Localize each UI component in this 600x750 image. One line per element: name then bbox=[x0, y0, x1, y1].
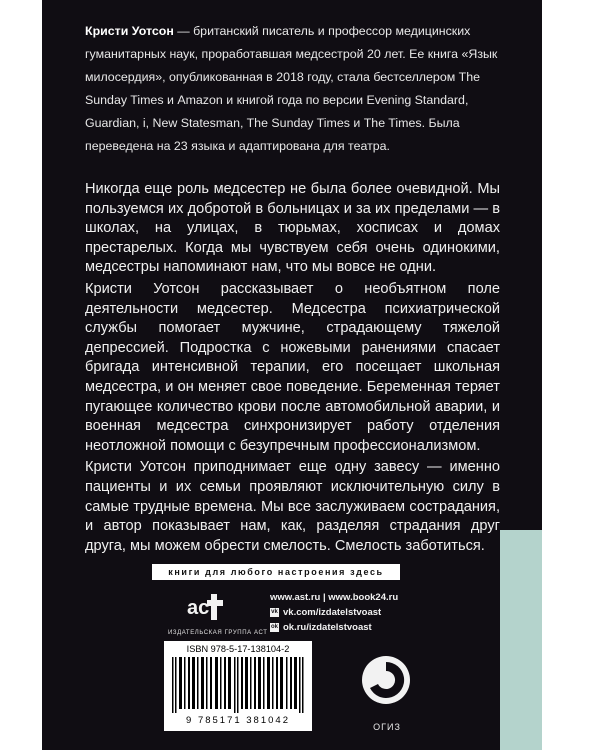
book-description bbox=[85, 180, 500, 558]
vk-link-text: vk.com/izdatelstvoast bbox=[283, 607, 382, 618]
author-bio bbox=[85, 20, 505, 158]
author-name: Кристи Уотсон bbox=[85, 24, 174, 38]
accent-stripe bbox=[500, 530, 542, 750]
barcode-panel bbox=[164, 641, 312, 731]
barcode-digits: 9 785171 381042 bbox=[186, 715, 290, 726]
description-paragraph: Никогда еще роль медсестер не была более очевидной. Мы пользуемся их добротой в больницах и за их пределами — в школах, на улицах, в тюрьмах, хосписах и домах престарелых. Когда мы чувствуем себя очень одинокими, медсестры напоминают нам, что мы вовсе не одни. bbox=[85, 181, 500, 276]
ok-icon: ok bbox=[270, 624, 278, 630]
ogiz-logo bbox=[356, 648, 416, 728]
publisher-links bbox=[270, 590, 420, 635]
slogan-banner: книги для любого настроения здесь bbox=[152, 564, 400, 580]
description-paragraph: Кристи Уотсон рассказывает о необъятном поле деятельности медсестер. Медсестра психиатрической службы помогает мужчине, страдающему тяжелой депрессией. Подростка с ножевыми ранениями спасает бригада интенсивной терапии, его посещает школьная медсестра, и он меняет свое поведение. Беременная теряет пугающее количество крови после автомобильной аварии, и военная медсестра синхронизирует работу отделения неотложной помощи с безупречным профессионализмом. bbox=[85, 280, 500, 454]
svg-text:ac: ac bbox=[187, 597, 210, 619]
description-paragraph: Кристи Уотсон приподнимает еще одну завесу — именно пациенты и их семьи проявляют исключительную силу в самые трудные времена. Мы все заслуживаем сострадания, и автор показывает нам, как, разделяя страдания друг друга, мы можем обрести смелость. Смелость заботиться. bbox=[85, 459, 500, 554]
ok-link-text: ok.ru/izdatelstvoast bbox=[283, 622, 372, 633]
barcode-icon bbox=[170, 657, 306, 713]
vk-icon: vk bbox=[271, 609, 278, 615]
ok-link[interactable] bbox=[270, 620, 420, 635]
ogiz-label: ОГИЗ bbox=[373, 722, 401, 732]
vk-link[interactable] bbox=[270, 605, 420, 620]
author-bio-text: — британский писатель и профессор медицинских гуманитарных наук, проработавшая медсестрой 20 лет. Ее книга «Язык милосердия», опубликованная в 2018 году, стала бестселлером The Sunday Times и Amazon и книгой года по версии Evening Standard, Guardian, i, New Statesman, The Sunday Times и The Times. Была переведена на 23 языка и адаптирована для театра. bbox=[85, 24, 498, 153]
website-links[interactable]: www.ast.ru | www.book24.ru bbox=[270, 592, 399, 603]
isbn-text: ISBN 978-5-17-138104-2 bbox=[186, 644, 290, 654]
ast-logo bbox=[185, 590, 225, 628]
publisher-name: ИЗДАТЕЛЬСКАЯ ГРУППА АСТ bbox=[168, 630, 268, 636]
